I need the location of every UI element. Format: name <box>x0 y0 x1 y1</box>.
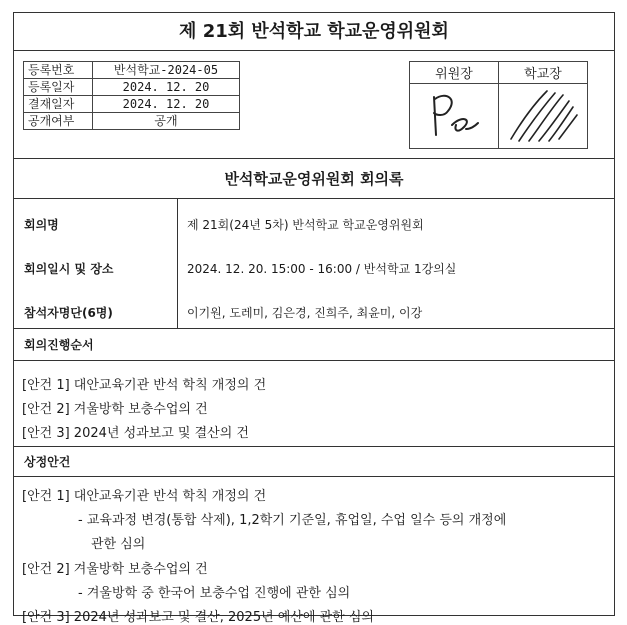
agenda-item-1-detail-cont: 관한 심의 <box>91 537 146 552</box>
order-list <box>14 361 614 447</box>
disclosure-value: 공개 <box>93 113 240 130</box>
chair-label: 위원장 <box>410 62 499 84</box>
registration-date-value: 2024. 12. 20 <box>93 79 240 96</box>
agenda-item-1-detail: - 교육과정 변경(통합 삭제), 1,2학기 기준일, 휴업일, 수업 일수 등의 개정에 <box>78 513 507 528</box>
registration-row <box>24 79 240 96</box>
chair-signature-mark <box>414 85 494 143</box>
registration-row <box>24 62 240 79</box>
principal-signature-mark <box>503 85 583 143</box>
meeting-info-section <box>14 199 614 329</box>
chair-signature <box>410 84 499 149</box>
minutes-subtitle: 반석학교운영위원회 회의록 <box>14 159 614 199</box>
agenda-item-3: [안건 3] 2024년 성과보고 및 결산, 2025년 예산에 관한 심의 <box>22 610 374 625</box>
approval-date-label: 결재일자 <box>24 96 93 113</box>
attendees-value: 이기원, 도레미, 김은경, 진희주, 최윤미, 이강 <box>187 306 423 320</box>
registration-date-label: 등록일자 <box>24 79 93 96</box>
principal-signature <box>499 84 588 149</box>
attendees-label: 참석자명단(6명) <box>24 306 113 320</box>
meeting-name-label: 회의명 <box>24 218 59 232</box>
agenda-heading: 상정안건 <box>14 447 614 477</box>
registration-row <box>24 96 240 113</box>
disclosure-label: 공개여부 <box>24 113 93 130</box>
registration-table <box>23 61 240 130</box>
order-item-2: [안건 2] 겨울방학 보충수업의 건 <box>22 402 208 417</box>
agenda-item-2-detail: - 겨울방학 중 한국어 보충수업 진행에 관한 심의 <box>78 586 351 601</box>
registration-number-label: 등록번호 <box>24 62 93 79</box>
agenda-item-2: [안건 2] 겨울방학 보충수업의 건 <box>22 562 208 577</box>
agenda-list <box>14 477 614 625</box>
document-title: 제 21회 반석학교 학교운영위원회 <box>14 13 614 51</box>
meeting-minutes-document <box>13 12 615 625</box>
meeting-name-value: 제 21회(24년 5차) 반석학교 학교운영위원회 <box>187 218 424 232</box>
registration-row <box>24 113 240 130</box>
meeting-datetime-label: 회의일시 및 장소 <box>24 262 114 276</box>
meeting-datetime-value: 2024. 12. 20. 15:00 - 16:00 / 반석학교 1강의실 <box>187 262 457 276</box>
agenda-item-1: [안건 1] 대안교육기관 반석 학칙 개정의 건 <box>22 489 267 504</box>
order-item-3: [안건 3] 2024년 성과보고 및 결산의 건 <box>22 426 249 441</box>
registration-section <box>14 51 614 159</box>
approval-date-value: 2024. 12. 20 <box>93 96 240 113</box>
principal-label: 학교장 <box>499 62 588 84</box>
order-item-1: [안건 1] 대안교육기관 반석 학칙 개정의 건 <box>22 378 267 393</box>
registration-number-value: 반석학교-2024-05 <box>93 62 240 79</box>
signature-table <box>409 61 588 149</box>
order-heading: 회의진행순서 <box>14 329 614 361</box>
info-divider <box>177 199 178 328</box>
